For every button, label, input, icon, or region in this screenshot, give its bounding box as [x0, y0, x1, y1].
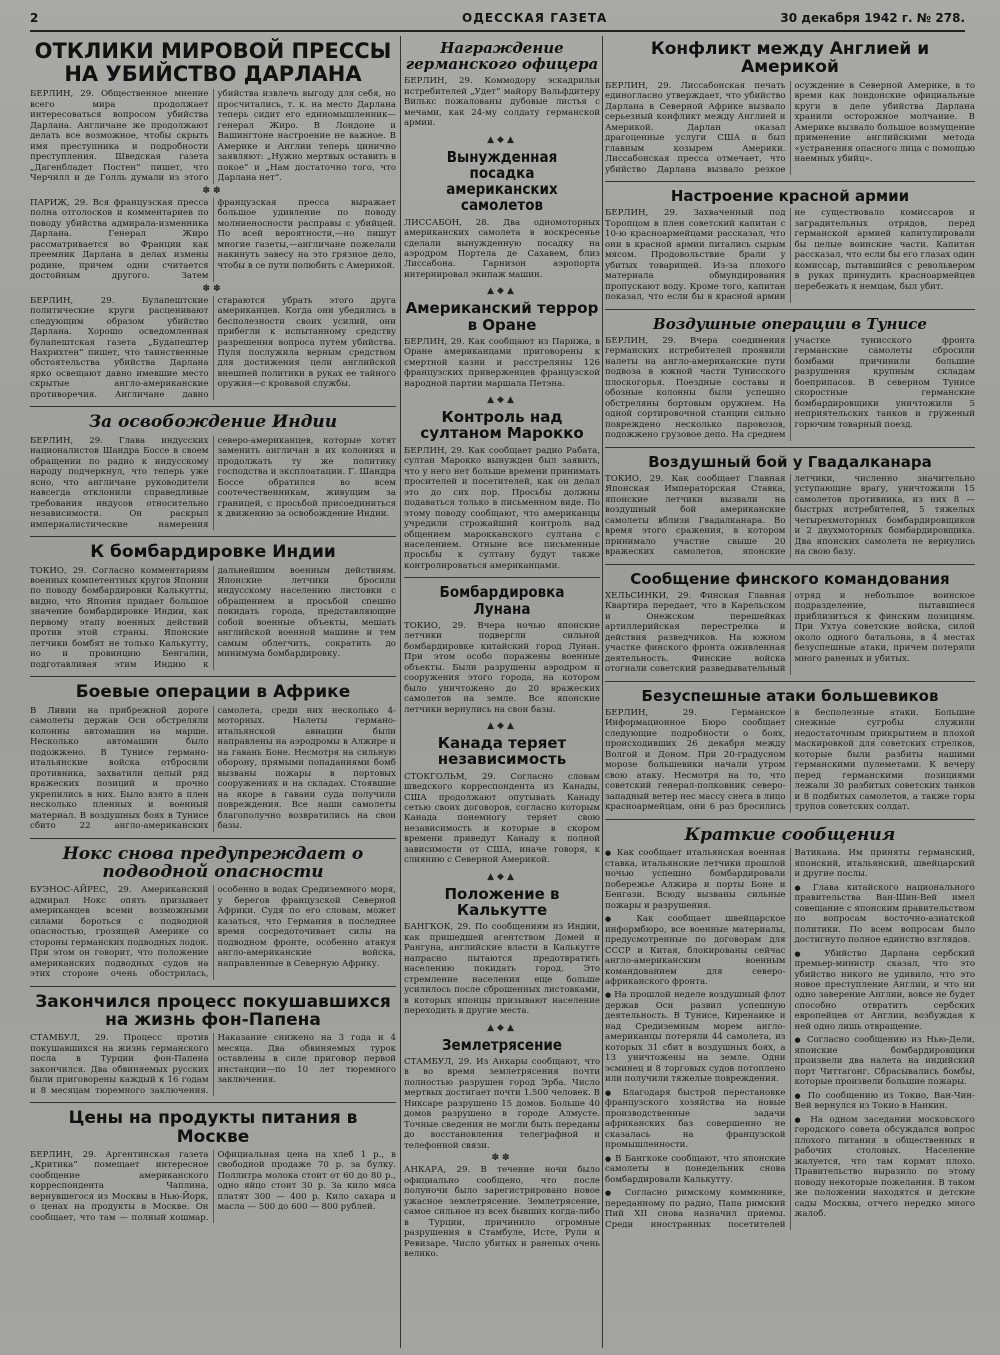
article-canada: [404, 733, 600, 866]
ornament: ▲◆▲: [487, 1022, 517, 1033]
article-divider: [30, 676, 396, 677]
article-headline: Боевые операции в Африке: [75, 682, 351, 703]
ornament: ▲◆▲: [487, 721, 517, 732]
article-divider: [605, 181, 975, 182]
article-headline: Вынужденная посадка американских самолетов: [446, 147, 558, 215]
masthead: [30, 8, 965, 32]
article-divider: [30, 406, 396, 407]
article-bolshevik-attacks: [605, 686, 975, 813]
issue-date: 30 декабря 1942 г. № 278.: [780, 11, 965, 25]
article-headline: Закончился процесс покушавшихся на жизнь фон-Папена: [35, 991, 391, 1030]
article-papen-trial: [30, 991, 396, 1097]
list-item: ● В Бангкоке сообщают, что японские самолеты в понедельник снова бомбардировали Калькутту.: [605, 1154, 786, 1185]
ornament: ▲◆▲: [487, 286, 517, 297]
article-text: ТОКИО, 29. Согласно комментариям военных компетентных кругов Японии по поводу бомбардировки Калькутты, видно, что Япония придает большое значение бомбардировке Индии, как первому этапу военных действий против этой страны. Японские летчики бомбят не только Калькутту, но и провинцию Бенгалии, подготавливая этим Индию к дальнейшим военным действиям. Японские летчики бросили индусскому населению листовки с обращением и просьбой спешно покидать города, представляющие собой военные объекты, мешать английской военной машине и тем самым облегчить, сократить до минимума бомбардировку.: [30, 565, 396, 670]
article-headline: Цены на продукты питания в Москве: [68, 1108, 358, 1147]
article-text: АНКАРА, 29. В течение ночи было официально сообщено, что после полуночи было зарегистрировано новое ужасное землетрясение. Землетрясение, самое сильное из всех бывших когда-либо в Турции, причинило огромные разрушения в Стамбуле, Исте, Рули и Ревизаре. Число убитых и раненых очень велико.: [404, 1165, 600, 1260]
article-divider: [605, 309, 975, 310]
article-lunan-bombing: [404, 582, 600, 715]
article-divider: [30, 1102, 396, 1103]
list-item: ● Глава китайского национального правительства Ван-Шин-Вей имел совещание с японским правительством по вопросам восточно-азиатской политики. По всем вопросам было достигнуто полное единство взглядов.: [795, 883, 976, 946]
article-divider: [605, 819, 975, 820]
article-brief-news: [605, 824, 975, 1230]
article-calcutta: [404, 884, 600, 1017]
article-headline: Конфликт между Англией и Америкой: [650, 39, 930, 78]
list-item: ● На одном заседании московского городского совета обсуждался вопрос плохого питания в общественных и рабочих столовых. Население жалуется, что там кормят плохо. Правительство выразило по этому поводу некоторые пожелания. В таком же положении находятся и детские сады Москвы, отчего нередко много жалоб.: [795, 1115, 976, 1220]
article-officer-award: [404, 38, 600, 129]
article-text: ПАРИЖ, 29. Вся французская пресса полна отголосков и комментариев по поводу убийства адмирала-изменника Дарлана. Генерал Жиро рассматривается во Франции как преемник Дарлана в делах измены родине, причем одни считается достойным другого. Затем французская пресса выражает большое удивление по поводу молниеносности расправы с убийцей. По всей вероятности,—но пишут многие газеты,—англичане пожелали накинуть завесу на это грязное дело, чтобы в се пути полюбить с Америкой.: [30, 197, 396, 282]
article-moscow-prices: [30, 1107, 396, 1223]
article-divider: [30, 986, 396, 987]
article-india-bombing: [30, 541, 396, 670]
article-text: БЕРЛИН, 29. Лиссабонская печать единогласно утверждает, что убийство Дарлана в Северной Африке вызвало серьезный конфликт между Англией и Америкой. Дарлан оказал драгоценные услуги США и был главным козырем Америки. Лиссабонская пресса отмечает, что убийство Дарлана вызвало резкое осуждение в Северной Америке, в то время как лондонские официальные круги в деле убийства Дарлана хранили осторожное молчание. В Америке вызвало большое возмущение применение английскими метода «устранения опасного лица с помощью наемных убийц».: [605, 80, 975, 175]
article-headline: Американский террор в Оране: [405, 299, 599, 334]
article-knox: [30, 843, 396, 980]
ornament: ✽✽: [202, 185, 224, 196]
ornament: ▲◆▲: [487, 871, 517, 882]
list-item: ● Как сообщает итальянская военная ставка, итальянские летчики прошлой ночью успешно бомбардировали побережье Алжира и порты Боне и Бенгази. Всюду вызваны сильные пожары и разрушения.: [605, 848, 786, 911]
article-text: СТОКГОЛЬМ, 29. Согласно словам шведского корреспондента из Канады, США продолжают опутывать Канаду сетью своих договоров, согласно которым Канада понемногу теряет свою независимость и которые в скором времени приведут Канаду к полной зависимости от США, иначе говоря, к слиянию с Северной Америкой.: [404, 771, 600, 866]
article-headline: Безуспешные атаки большевиков: [641, 686, 939, 705]
list-item: ● Убийство Дарлана сербский премьер-министр сказал, что это убийство никого не удивило, что это новое преступление Англии, и что ни одно заверение Англии, вовсе не будет способно отвратить сербских европейцев от Англии, возбуждая к ней одно лишь отвращение.: [795, 949, 976, 1033]
article-text: БЕРЛИН, 29. Коммодору эскадрильи истребителей „Удет“ майору Вальфдитеру Вилькс пожалованы дубовые листья с мечами, как 24-му солдату германской армии.: [404, 76, 600, 129]
article-headline: К бомбардировке Индии: [90, 542, 336, 563]
column-middle: [404, 38, 600, 1348]
article-divider: [30, 838, 396, 839]
article-text: БЕРЛИН, 29. Общественное мнение всего мира продолжает интересоваться вопросом убийства Дарлана. Англичане же продолжают делать все возможное, чтобы скрыть имя преступника и подробности преступления. Шведская газета „Дагенбладет Постен“ пишет, что Черчилл и де Голль думали из этого убийства извлечь выгоду для себя, но просчитались, т. к. на место Дарлана теперь сидит его единомышленник—генерал Жиро. В Лондоне и Вашингтоне настроение не важное. В Америке и Англии теперь цинично заявляют: „Нужно мертвых оставить в покое“ и „Нам достаточно того, что Дарлана нет“.: [30, 89, 396, 184]
article-text: ТОКИО, 29. Как сообщает Главная Японская Императорская Ставка, японские летчики вызвали на воздушный бой американские самолеты вблизи Гвадалканара. Во время этого сражения, в котором принимало участие свыше 20 вражеских самолетов, японские летчики, численно значительно уступающие врагу, уничтожили 15 самолетов противника, из них 8 — быстрых истребителей, 5 тяжелых четырехмоторных бомбардировщиков и 2 двухмоторных бомбардировщика. Два японских самолета не вернулись на свою базу.: [605, 473, 975, 558]
article-forced-landing: [404, 147, 600, 281]
article-headline: Нокс снова предупреждает о подводной опасности: [62, 843, 364, 882]
article-darlan-press: [30, 38, 396, 400]
article-headline: Сообщение финского командования: [630, 569, 950, 588]
article-text: БЕРЛИН, 29. Захваченный под Торопцом в плен советский капитан с 10-ю красноармейцами рассказал, что они в красной армии питались сырым мясом. Продовольствие брали у убитых товарищей. Из-за плохого материала обмундирования пропускают воду. Кроме того, капитан показал, что если бы в красной армии не существовало комиссаров и заградительных отрядов, перед германской армией капитулировали бы целые воинские части. Капитан рассказал, что если бы его глазах один комиссар, пытавшийся с револьвером в руках принудить красноармейцев перебежать к немцам, был убит.: [605, 208, 975, 303]
article-headline: За освобождение Индии: [88, 412, 338, 433]
article-text: БЕРЛИН, 29. Как сообщают из Парижа, в Оране американцами приговорены к смертной казни и расстреляны 126 французских приверженцев французской народной партии маршала Петэна.: [404, 336, 600, 389]
column-left: [30, 38, 396, 1348]
article-text: БЕРЛИН, 29. Булапештские политические круги расценивают следующим образом убийство Дарлана. Хорошо осведомленная булапештская газета „Будапештер Нахрихтен“ пишет, что таинственные обстоятельства убийства Дарлана ярко освещают давно имевшие место скрытые англо-американские противоречия. Англичане давно стараются убрать этого друга американцев. Когда они убедились в бесполезности своих усилий, они прибегли к испытанному средству разрешения вопроса путем убийства. Пуля послужила верным средством для достижения цели английской внешней политики в руках ее тайного оружия—с кровавой службы.: [30, 295, 396, 400]
list-item: ● Согласно римскому коммюнике, переданному по радио, Папа римский Пий XII снова назначил приемы. Среди иностранных посетителей Ватикана. Им приняты германский, японский, итальянский, швейцарский и другие послы.: [605, 848, 975, 1230]
article-text: БЕРЛИН, 29. Германское Информационное Бюро сообщает следующие подробности о боях, происходивших 26 декабря между Волгой и Доном. При 20-градусном морозе большевики начали утром свою атаку. Несмотря на то, что советский генерал-полковник северо-западный ветер нес массу снега в лицо красноармейцам, они 6 раз бросились в бесполезные атаки. Большие снежные сугробы служили недостаточным прикрытием и плохой маскировкой для советских стрелков, которые были разбиты нашими германскими пулеметами. К вечеру перед германскими позициями лежали 30 разбитых советских танков и 8 подбитых самолетов, а также горы трупов советских солдат.: [605, 707, 975, 813]
ornament: ✽✽: [202, 283, 224, 294]
article-earthquake: [404, 1035, 600, 1260]
article-india-liberation: [30, 411, 396, 530]
article-text: БЕРЛИН, 29. Аргентинская газета „Критика“ помещает интересное сообщение американского корреспондента Чаплина, вернувшегося из Москвы в Нью-Йорк, о ценах на продукты в Москве. Он сообщает, что там — полный кошмар. Официальная цена на хлеб 1 р., в свободной продаже 70 р. за булку. Поллитра молока стоит от 60 до 80 р., одно яйцо стоит 30 р. За кило мяса платят 300 — 400 р. Кило сахара и масла — 500 до 600 — 800 рублей.: [30, 1149, 396, 1223]
article-headline: Воздушный бой у Гвадалканара: [648, 452, 932, 471]
article-text: БЕРЛИН, 29. Глава индусских националистов Шандра Боссе в своем обращении по радио к индусскому народу подчеркнул, что теперь уже ясно, что англичане руководители навсегда отклонили справедливые требования индусов относительно независимости. Он раскрыл империалистические намерения северо-американцев, которые хотят заменить англичан в их колониях и продолжать ту же политику господства и эксплоатации. Г. Шандра Боссе обратился во всем соотечественникам, живущим за границей, с просьбой присоединиться к движению за освобождение Индии.: [30, 435, 396, 530]
ornament: ✽✽: [491, 1153, 513, 1164]
article-headline: Землетрясение: [441, 1035, 563, 1054]
list-item: ● Согласно сообщению из Нью-Дели, японские бомбардировщики произвели два налета на индийский порт Читтагонг. Сбрасывались бомбы, которые произвели большие пожары.: [795, 1035, 976, 1087]
column-rule: [602, 36, 603, 1348]
article-divider: [605, 681, 975, 682]
article-headline: Бомбардировка Лунана: [439, 583, 565, 618]
article-headline: Контроль над султаном Марокко: [420, 408, 584, 443]
article-text: БЕРЛИН, 29. Как сообщает радио Рабата, султан Марокко вынужден был заявить, что у него нет больше времени принимать просителей и посетителей, как он делал это до сих пор. Просьбы должны подаваться только в письменном виде. По этому поводу сообщают, что американцы учредили строжайший контроль над общением марокканского султана с населением. Отныне все письменные просьбы к султану будут также контролироваться американцами.: [404, 445, 600, 571]
article-text: БАНГКОК, 29. По сообщениям из Индии, как пришедшей агентством Домей и Рангуна, английские власти в Калькутте напрасно пытаются предотвратить населению покидать город. Это стремление населения еще больше усилилось после сброшенных листовками, в которых японцы призывают население переходить в другие места.: [404, 922, 600, 1017]
article-text: СТАМБУЛ, 29. Процесс против покушавшихся на жизнь германского посла в Турции фон-Папена закончился. Два обвиняемых русских были приговорены каждый к 16 годам и 8 месяцам тюремного заключения. Наказание снижено на 3 года и 4 месяца. Два обвиняемых турок оставлены в силе приговор первой инстанции—по 10 лет тюремного заключения.: [30, 1033, 396, 1096]
article-headline: Настроение красной армии: [670, 187, 910, 206]
article-headline: ОТКЛИКИ МИРОВОЙ ПРЕССЫ НА УБИЙСТВО ДАРЛАНА: [34, 39, 392, 86]
article-text: БЕРЛИН, 29. Вчера соединения германских истребителей проявили налеты на англо-американские пути подвоза в южной части Тунисского плоскогорья. Поездные составы и обозные колонны были успешно обстреляны бортовым оружием. На одной сортировочной станции сильно повреждено несколько паровозов, подожжено грузовое депо. На среднем участке тунисского фронта германские самолеты сбросили бомбами причинили большие разрушения крупным складам боеприпасов. В северном Тунисе скоростные германские бомбардировщики уничтожили 5 неприятельских танков и груженый горючим товарный поезд.: [605, 335, 975, 441]
page-number: 2: [30, 11, 39, 25]
article-headline: Положение в Калькутте: [444, 884, 560, 920]
list-item: ● Как сообщает швейцарское информбюро, все военные материалы, предусмотренные по договорам для СССР и Китая, блокированы сейчас англо-американским военным командованием для северо-африканского фронта.: [605, 914, 786, 987]
article-text: СТАМБУЛ, 29. Из Анкары сообщают, что в во время землетрясения почти полностью разрушен город Эрба. Число мертвых достигает почти 1.500 человек. В Никсаре разрушено 15 домов. Больше 40 домов разрушено в городе Алмусте. Точные сведения не могли быть переданы до восстановления телеграфной и телефонной связи.: [404, 1056, 600, 1151]
brief-news-list: [605, 848, 975, 1230]
column-right: [605, 38, 975, 1348]
article-text: В Ливии на прибрежной дороге самолеты держав Оси обстреляли колонны автомашин на марше. Несколько автомашин было подожжено. В Тунисе германо-итальянские войска отбросили противника, захватили целый ряд вражеских позиций и прочно укрепились в них. Было взято в плен несколько пленных и военный материал. В воздушных боях в Тунисе сбито 22 англо-американских самолета, среди них несколько 4-моторных. Налеты германо-итальянской авиации были направлены на аэродромы в Алжире и на гавань Боне. Несмотря на сильную оборону, прямыми попаданиями бомб вызваны пожары в портовых сооружениях и на складах. Стоявшие на якоре в гавани суда получили повреждения. Все наши самолеты благополучно возвратились на свои базы.: [30, 705, 396, 832]
article-headline: Краткие сообщения: [684, 824, 896, 845]
column-rule: [400, 36, 401, 1348]
article-africa: [30, 681, 396, 831]
article-headline: Канада теряет независимость: [437, 734, 567, 769]
ornament: ▲◆▲: [487, 134, 517, 145]
article-morocco-sultan: [404, 407, 600, 571]
article-red-army-mood: [605, 186, 975, 303]
list-item: ● По сообщению из Токио, Ван-Чин-Вей вернулся из Токио в Нанкин.: [795, 1091, 976, 1112]
list-item: ● Благодаря быстрой перестановке французского хозяйства на новые производственные задачи африканских баз совершенно не сказалась на французской промышленности.: [605, 1088, 786, 1151]
article-divider: [605, 447, 975, 448]
article-text: ХЕЛЬСИНКИ, 29. Финская Главная Квартира передает, что в Карельском и Онежском перешейках артиллерийская перестрелка и действия разведчиков. На южном участке финского фронта оживленная деятельность. Финские войска отогнали советский разведывательный отряд и небольшое воинское подразделение, пытавшиеся приблизиться к финским позициям. При Ухтуа советские войска, силой около одного батальона, в 4 местах безуспешные атаки, причем потеряли много раненых и убитых.: [605, 590, 975, 675]
article-text: ТОКИО, 29. Вчера ночью японские летчики подвергли сильной бомбардировке китайский город Лунан. При этом особо поражены военные объекты. Были разрушены аэродром и сооружения этого города, на котором было уничтожено до 20 вражеских самолетов на земле. Все японские летчики вернулись на свои базы.: [404, 620, 600, 715]
article-divider: [30, 536, 396, 537]
article-tunisia-air: [605, 314, 975, 441]
article-divider: [404, 577, 600, 578]
article-headline: Воздушные операции в Тунисе: [653, 314, 927, 333]
article-text: ЛИССАБОН, 28. Два одномоторных американских самолета в воскресенье сделали вынужденную посадку на аэродром Портела де Сахавем, близ Лиссабона. Гарнизон аэропорта интернировал экипаж машин.: [404, 217, 600, 280]
list-item: ● На прошлой неделе воздушный флот держав Оси развил успешную деятельность. В Тунисе, Киренаике и над Средиземным морем англо-американцы потеряли 44 самолета, из которых 31 сбит в воздушных боях, а 13 уничтожены на земле. Одни эсминец и 8 торговых судов потоплено или получили тяжелые повреждения.: [605, 990, 786, 1084]
newspaper-title: ОДЕССКАЯ ГАЗЕТА: [462, 11, 608, 25]
article-guadalcanal: [605, 452, 975, 558]
article-text: БУЭНОС-АЙРЕС, 29. Американский адмирал Нокс опять призывает американцев всеми возможными силами бороться с подводной опасностью, грозящей Америке со стороны германских подводных лодок. При этом он говорит, что положение американских подводных судов на этих стороне очень обострилась, особенно в водах Средиземного моря, у берегов французской Северной Африки. Судя по его словам, может казаться, что Германия в последнее время сосредоточивает силы на подводном фронте, особенно атакуя англо-американские войска, направленные в Северную Африку.: [30, 885, 396, 980]
article-divider: [605, 564, 975, 565]
ornament: ▲◆▲: [487, 395, 517, 406]
article-finnish-command: [605, 569, 975, 675]
article-england-america-conflict: [605, 38, 975, 175]
article-headline: Награждение германского офицера: [405, 39, 599, 74]
article-oran-terror: [404, 298, 600, 389]
